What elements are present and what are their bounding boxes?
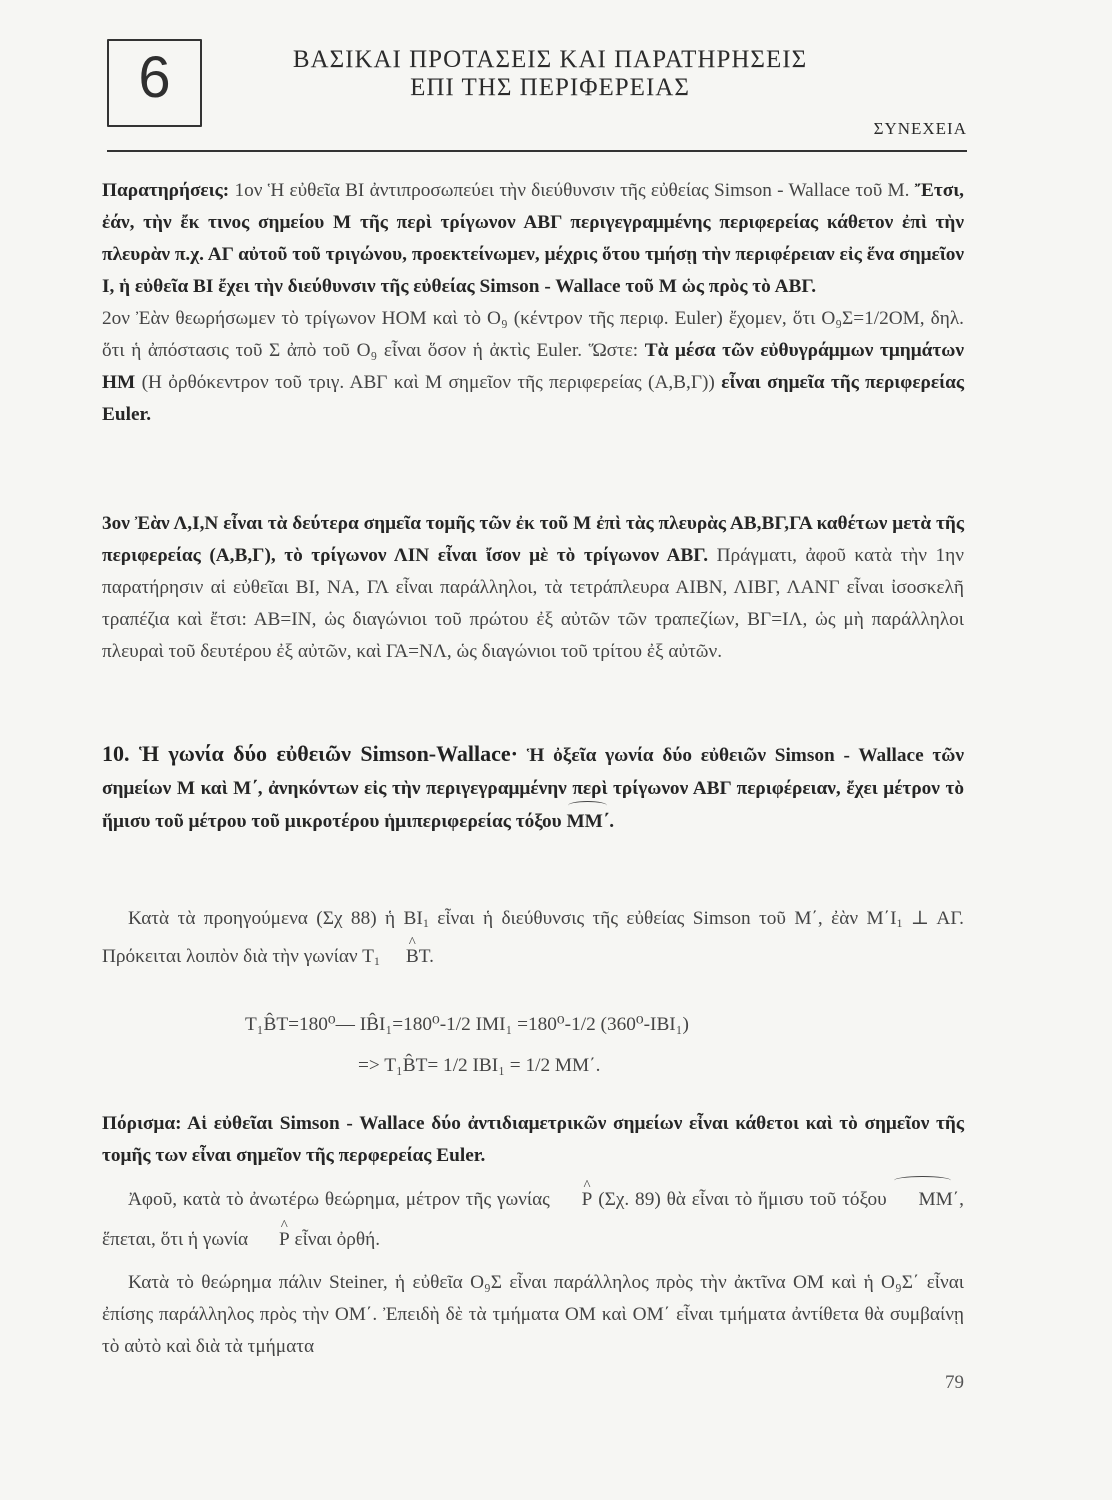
remark-1-statement: Ἔτσι, ἐάν, τὴν ἔκ τινος σημείου Μ τῆς περὶ τρίγωνον ΑΒΓ περιγεγραμμένης περιφερείας κάθετον ἐπὶ τὴν πλευρὰν π.χ. ΑΓ αὐτοῦ τοῦ τριγώνου, προεκτείνωμεν, μέχρις ὅτου τμήσῃ τὴν περιφέρειαν εἰς ἕνα σημεῖον Ι, ἡ εὐθεῖα ΒΙ ἔχει τὴν διεύθυνσιν τῆς εὐθείας Simson - Wallace τοῦ Μ ὡς πρὸς τὸ ΑΒΓ.	[102, 180, 964, 297]
chapter-title-line-1: ΒΑΣΙΚΑΙ ΠΡΟΤΑΣΕΙΣ ΚΑΙ ΠΑΡΑΤΗΡΗΣΕΙΣ	[292, 46, 808, 73]
remark-2-statement: Τὰ μέσα τῶν εὐθυγράμμων τμημάτων ΗΜ	[102, 340, 964, 393]
corollary-proof-b: (Σχ. 89) θὰ εἶναι τὸ ἥμισυ τοῦ τόξου	[592, 1189, 893, 1210]
section-10-statement: Ἡ ὀξεῖα γωνία δύο εὐθειῶν Simson - Wallace τῶν σημείων Μ καὶ Μ΄, ἀνηκόντων εἰς τὴν περιγεγραμμένην περὶ τρίγωνον ΑΒΓ περιφέρειαν, ἔχει μέτρον τὸ ἥμισυ τοῦ μέτρου τοῦ μικροτέρου ἡμιπεριφερείας τόξου	[102, 745, 965, 832]
chapter-number: 6	[138, 45, 171, 110]
continuation-label: ΣΥΝΕΧΕΙΑ	[873, 119, 967, 138]
arc-mm: ΜΜ΄	[566, 805, 609, 838]
header-rule	[107, 150, 967, 152]
sub-1: 1	[896, 916, 903, 930]
remark-3-statement: 3ον Ἐὰν Λ,Ι,Ν εἶναι τὰ δεύτερα σημεῖα τομῆς τῶν ἐκ τοῦ Μ ἐπὶ τὰς πλευρὰς ΑΒ,ΒΓ,ΓΑ καθέτων μετὰ τῆς περιφερείας (Α,Β,Γ), τὸ τρίγωνον ΛΙΝ εἶναι ἴσον μὲ τὸ τρίγωνον ΑΒΓ.	[102, 513, 964, 566]
corollary-text: Αἱ εὐθεῖαι Simson - Wallace δύο ἀντιδιαμετρικῶν σημείων εἶναι κάθετοι καὶ τὸ σημεῖον τῆς τομῆς των εἶναι σημεῖον τῆς περφερείας Euler.	[102, 1113, 964, 1166]
sub-1: 1	[373, 954, 380, 968]
section-10	[102, 737, 964, 838]
corollary-proof-c: ΄, ἕπεται, ὅτι ἡ γωνία	[102, 1189, 964, 1250]
section-10-end: .	[609, 811, 615, 832]
angle-p: ^ P	[556, 1180, 593, 1220]
equation-2: => T₁B̂T= 1/2 IBI₁ = 1/2 MM΄.	[358, 1055, 601, 1076]
remark-2-note: (Η ὀρθόκεντρον τοῦ τριγ. ΑΒΓ καὶ Μ σημεῖον τῆς περιφερείας (Α,Β,Γ))	[135, 372, 722, 393]
remark-3-paragraph	[102, 508, 964, 668]
equation-1: T₁B̂T=180⁰— IB̂I₁=180⁰-1/2 IMI₁ =180⁰-1/2 (360⁰-IBI₁)	[245, 1014, 689, 1035]
remark-2-conclusion: εἶναι σημεῖα τῆς περιφερείας Euler.	[102, 372, 964, 425]
proof-text-c: ⊥ ΑΓ. Πρόκειται λοιπὸν διὰ τὴν γωνίαν Τ	[102, 908, 964, 967]
corollary-label: Πόρισμα:	[102, 1113, 182, 1134]
remark-3-proof: Πράγματι, ἀφοῦ κατὰ τὴν 1ην παρατήρησιν αἱ εὐθεῖαι ΒΙ, ΝΑ, ΓΛ εἶναι παράλληλοι, τὰ τετράπλευρα ΑΙΒΝ, ΛΙΒΓ, ΛΑΝΓ εἶναι ἰσοσκελῆ τραπέζια καὶ ἔτσι: ΑΒ=ΙΝ, ὡς διαγώνιοι τοῦ πρώτου ἐξ αὐτῶν τῶν τραπεζίων, ΒΓ=ΙΛ, ὡς μὴ παράλληλοι πλευραὶ τοῦ δευτέρου ἐξ αὐτῶν, καὶ ΓΑ=ΝΛ, ὡς διαγώνιοι τοῦ τρίτου ἐξ αὐτῶν.	[102, 545, 964, 662]
page-number: 79	[945, 1372, 964, 1393]
section-10-heading: 10. Ἡ γωνία δύο εὐθειῶν Simson-Wallace·	[102, 741, 519, 766]
corollary-proof-d: εἶναι ὀρθή.	[289, 1229, 381, 1250]
remark-2-text: 2ον Ἐὰν θεωρήσωμεν τὸ τρίγωνον ΗΟΜ καὶ τὸ Ο₉ (κέντρον τῆς περιφ. Euler) ἔχομεν, ὅτι Ο₉Σ=1/2ΟΜ, δηλ. ὅτι ἡ ἀπόστασις τοῦ Σ ἀπὸ τοῦ Ο₉ εἶναι ὅσον ἡ ἀκτὶς Euler. Ὥστε:	[102, 308, 964, 361]
steiner-paragraph: Κατὰ τὸ θεώρημα πάλιν Steiner, ἡ εὐθεῖα Ο₉Σ εἶναι παράλληλος πρὸς τὴν ἀκτῖνα ΟΜ καὶ ἡ Ο₉Σ΄ εἶναι ἐπίσης παράλληλος πρὸς τὴν ΟΜ΄. Ἐπειδὴ δὲ τὰ τμήματα ΟΜ καὶ ΟΜ΄ εἶναι τμήματα ἀντίθετα θὰ συμβαίνῃ τὸ αὐτὸ καὶ διὰ τὰ τμήματα	[102, 1272, 964, 1357]
corollary-paragraph	[102, 1108, 964, 1172]
chapter-title-line-2: ΕΠΙ ΤΗΣ ΠΕΡΙΦΕΡΕΙΑΣ	[410, 74, 690, 101]
proof-text-b: εἶναι ἡ διεύθυνσις τῆς εὐθείας Simson τοῦ Μ΄, ἐὰν Μ΄Ι	[428, 908, 897, 929]
angle-p-2: ^ P	[253, 1220, 290, 1260]
remark-1-intro: 1ον Ἡ εὐθεῖα BI ἀντιπροσωπεύει τὴν διεύθυνσιν τῆς εὐθείας Simson - Wallace τοῦ Μ.	[229, 180, 915, 201]
remarks-paragraph	[102, 175, 964, 431]
arc-mm-2: ΜΜ	[892, 1180, 952, 1220]
proof-text-a: Κατὰ τὰ προηγούμενα (Σχ 88) ἡ ΒΙ	[128, 908, 423, 929]
corollary-proof	[102, 1180, 964, 1260]
corollary-proof-a: Ἀφοῦ, κατὰ τὸ ἀνωτέρω θεώρημα, μέτρον τῆς γωνίας	[128, 1189, 556, 1210]
proof-paragraph	[102, 900, 964, 976]
sub-1: 1	[422, 916, 429, 930]
proof-text-e: T.	[418, 946, 434, 967]
angle-b: ^ B	[380, 938, 419, 976]
remarks-label: Παρατηρήσεις:	[102, 180, 230, 201]
chapter-title	[230, 46, 870, 102]
chapter-number-box	[107, 39, 202, 127]
